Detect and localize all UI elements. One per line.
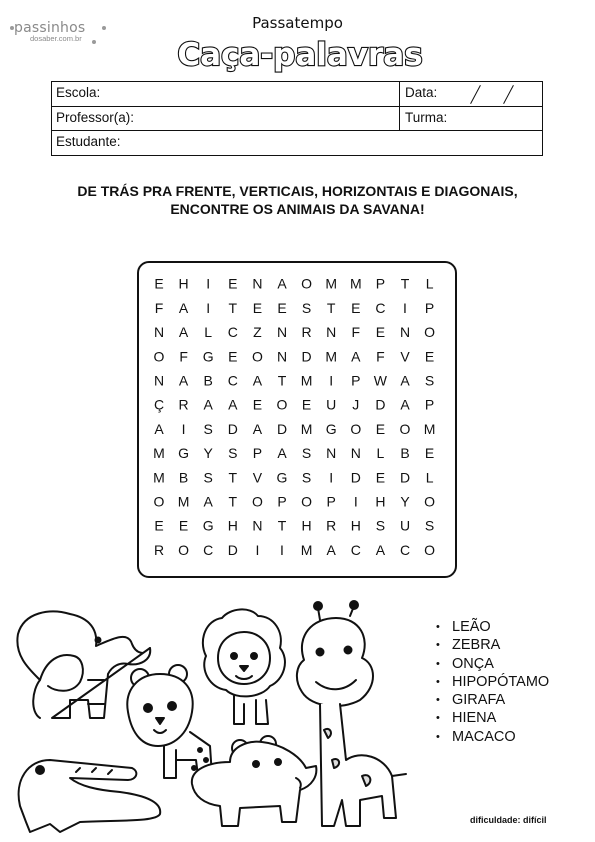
grid-letter[interactable]: L	[376, 445, 385, 462]
grid-letter[interactable]: M	[325, 275, 338, 292]
grid-letter[interactable]: C	[203, 541, 214, 558]
grid-letter[interactable]: C	[227, 372, 238, 389]
grid-letter[interactable]: M	[177, 493, 190, 510]
grid-letter[interactable]: A	[351, 348, 361, 365]
grid-letter[interactable]: A	[375, 541, 386, 558]
grid-letter[interactable]: N	[326, 324, 337, 341]
grid-letter[interactable]: D	[227, 541, 238, 558]
grid-letter[interactable]: A	[178, 299, 189, 316]
grid-letter[interactable]: D	[301, 348, 312, 365]
grid-letter[interactable]: P	[277, 493, 287, 510]
form-row-teacher	[52, 107, 542, 131]
grid-letter[interactable]: A	[400, 372, 410, 389]
grid-letter[interactable]: T	[228, 493, 238, 510]
grid-letter[interactable]: R	[301, 324, 312, 341]
grid-letter[interactable]: S	[228, 445, 238, 462]
grid-letter[interactable]: O	[251, 493, 263, 510]
grid-letter[interactable]: I	[206, 275, 211, 292]
logo-dot-icon	[92, 40, 96, 44]
grid-letter[interactable]: H	[375, 493, 386, 510]
grid-letter[interactable]: E	[375, 324, 386, 341]
grid-letter[interactable]: L	[425, 469, 434, 486]
date-label: Data:	[405, 85, 438, 100]
grid-letter[interactable]: G	[202, 348, 214, 365]
grid-letter[interactable]: E	[154, 275, 164, 292]
grid-letter[interactable]: W	[373, 372, 388, 389]
teacher-label: Professor(a):	[56, 110, 135, 125]
brand-domain: dosaber.com.br	[30, 34, 82, 43]
grid-letter[interactable]: E	[424, 445, 435, 462]
grid-letter[interactable]: O	[424, 324, 436, 341]
word-list-item: • MACACO	[436, 728, 549, 746]
grid-letter[interactable]: E	[178, 517, 189, 534]
grid-letter[interactable]: A	[326, 541, 336, 558]
grid-letter[interactable]: S	[424, 372, 435, 389]
grid-letter[interactable]: Ç	[153, 396, 165, 413]
word-list-item: • HIENA	[436, 709, 549, 727]
instruction-line-2: ENCONTRE OS ANIMAIS DA SAVANA!	[170, 201, 425, 217]
word-list-item: • ZEBRA	[436, 636, 549, 654]
grid-letter[interactable]: N	[350, 445, 361, 462]
grid-letter[interactable]: T	[228, 299, 238, 316]
grid-letter[interactable]: S	[301, 299, 312, 316]
school-label: Escola:	[56, 85, 101, 100]
form-divider	[399, 82, 400, 131]
grid-letter[interactable]: A	[252, 420, 263, 437]
leopard-icon	[127, 665, 212, 778]
page-title	[145, 30, 455, 76]
grid-letter[interactable]: O	[153, 493, 165, 510]
word-search-grid	[137, 261, 457, 578]
date-separator-icon	[470, 85, 481, 104]
grid-letter[interactable]: T	[326, 299, 336, 316]
grid-letter[interactable]: I	[255, 541, 260, 558]
grid-letter[interactable]: D	[276, 420, 288, 437]
grid-letter[interactable]: A	[178, 324, 189, 341]
grid-letter[interactable]: P	[326, 493, 336, 510]
grid-letter[interactable]: A	[228, 396, 238, 413]
grid-letter[interactable]: E	[228, 275, 238, 292]
form-row-student	[52, 131, 542, 156]
grid-letter[interactable]: P	[375, 275, 386, 292]
grid-letter[interactable]: C	[350, 541, 361, 558]
class-label: Turma:	[405, 110, 448, 125]
grid-letter[interactable]: G	[202, 517, 214, 534]
grid-letter[interactable]: L	[425, 275, 434, 292]
grid-letter[interactable]: P	[424, 396, 435, 413]
grid-letter[interactable]: Y	[400, 493, 410, 510]
grid-letter[interactable]: B	[400, 445, 410, 462]
grid-letter[interactable]: E	[375, 420, 386, 437]
grid-letter[interactable]: G	[178, 445, 190, 462]
grid-letter[interactable]: N	[153, 372, 165, 389]
word-list-item: • LEÃO	[436, 618, 549, 636]
grid-letter[interactable]: M	[423, 420, 436, 437]
grid-letter[interactable]: N	[399, 324, 411, 341]
grid-letter[interactable]: N	[252, 275, 263, 292]
grid-letter[interactable]: N	[153, 324, 165, 341]
grid-letter[interactable]: D	[350, 469, 361, 486]
grid-letter[interactable]: H	[350, 517, 361, 534]
word-search-letters	[139, 263, 455, 576]
grid-letter[interactable]: E	[228, 348, 238, 365]
grid-letter[interactable]: U	[399, 517, 411, 534]
grid-letter[interactable]: D	[375, 396, 386, 413]
page-title-text: Caça-palavras	[177, 37, 423, 73]
word-list-item: • ONÇA	[436, 655, 549, 673]
word-list-item: • GIRAFA	[436, 691, 549, 709]
grid-letter[interactable]: D	[227, 420, 238, 437]
grid-letter[interactable]: T	[277, 517, 287, 534]
form-row-school	[52, 82, 542, 107]
grid-letter[interactable]: R	[153, 541, 165, 558]
grid-letter[interactable]: F	[376, 348, 385, 365]
instruction-line-1: DE TRÁS PRA FRENTE, VERTICAIS, HORIZONTAIS E DIAGONAIS,	[77, 183, 518, 199]
grid-letter[interactable]: E	[277, 299, 287, 316]
grid-letter[interactable]: P	[351, 372, 361, 389]
grid-letter[interactable]: H	[301, 517, 312, 534]
grid-letter[interactable]: C	[399, 541, 411, 558]
grid-letter[interactable]: Y	[203, 445, 213, 462]
grid-letter[interactable]: I	[353, 493, 358, 510]
grid-letter[interactable]: T	[277, 372, 287, 389]
grid-letter[interactable]: F	[179, 348, 188, 365]
grid-letter[interactable]: I	[181, 420, 186, 437]
giraffe-icon	[297, 601, 406, 826]
word-list	[436, 618, 549, 746]
grid-letter[interactable]: L	[204, 324, 213, 341]
grid-letter[interactable]: A	[277, 445, 287, 462]
grid-letter[interactable]: F	[154, 299, 164, 316]
grid-letter[interactable]: M	[325, 348, 338, 365]
crocodile-icon	[19, 760, 161, 832]
grid-letter[interactable]: E	[424, 348, 435, 365]
grid-letter[interactable]: S	[301, 469, 312, 486]
word-list-item: • HIPOPÓTAMO	[436, 673, 549, 691]
grid-letter[interactable]: V	[252, 469, 263, 486]
grid-letter[interactable]: A	[203, 396, 213, 413]
grid-letter[interactable]: A	[203, 493, 213, 510]
grid-letter[interactable]: P	[252, 445, 263, 462]
grid-letter[interactable]: A	[178, 372, 189, 389]
grid-letter[interactable]: E	[375, 469, 386, 486]
grid-letter[interactable]: S	[375, 517, 386, 534]
grid-letter[interactable]: S	[424, 517, 435, 534]
student-label: Estudante:	[56, 134, 121, 149]
grid-letter[interactable]: O	[350, 420, 362, 437]
grid-letter[interactable]: N	[252, 517, 263, 534]
grid-letter[interactable]: E	[252, 396, 263, 413]
grid-letter[interactable]: M	[349, 275, 362, 292]
grid-letter[interactable]: M	[153, 469, 165, 486]
grid-letter[interactable]: U	[326, 396, 337, 413]
grid-letter[interactable]: M	[153, 445, 165, 462]
grid-letter[interactable]: M	[300, 420, 313, 437]
grid-letter[interactable]: N	[276, 324, 288, 341]
grid-letter[interactable]: M	[300, 541, 313, 558]
grid-letter[interactable]: I	[206, 299, 211, 316]
grid-letter[interactable]: G	[276, 469, 288, 486]
grid-letter[interactable]: G	[325, 420, 337, 437]
grid-letter[interactable]: D	[399, 469, 411, 486]
grid-letter[interactable]: N	[326, 445, 337, 462]
grid-letter[interactable]: R	[326, 517, 337, 534]
difficulty-label: dificuldade: difícil	[470, 815, 547, 825]
lion-icon	[203, 609, 285, 724]
student-info-form	[51, 81, 543, 156]
instruction	[0, 182, 595, 218]
grid-letter[interactable]: E	[154, 517, 164, 534]
grid-letter[interactable]: I	[403, 299, 407, 316]
grid-letter[interactable]: B	[203, 372, 213, 389]
grid-letter[interactable]: O	[301, 275, 313, 292]
grid-letter[interactable]: E	[301, 396, 312, 413]
grid-letter[interactable]: O	[424, 493, 436, 510]
grid-letter[interactable]: R	[178, 396, 189, 413]
savanna-animals-illustration	[0, 600, 420, 840]
grid-letter[interactable]: H	[227, 517, 238, 534]
grid-letter[interactable]: I	[280, 541, 284, 558]
grid-letter[interactable]: I	[329, 372, 334, 389]
grid-letter[interactable]: A	[400, 396, 410, 413]
grid-letter[interactable]: S	[203, 469, 213, 486]
grid-letter[interactable]: J	[352, 396, 360, 413]
grid-letter[interactable]: Z	[253, 324, 262, 341]
date-separator-icon	[503, 85, 514, 104]
grid-letter[interactable]: T	[228, 469, 238, 486]
grid-letter[interactable]: O	[276, 396, 288, 413]
grid-letter[interactable]: A	[252, 372, 263, 389]
page-kicker: Passatempo	[252, 14, 343, 32]
grid-letter[interactable]: C	[227, 324, 238, 341]
grid-letter[interactable]: P	[424, 299, 435, 316]
grid-letter[interactable]: E	[252, 299, 263, 316]
grid-letter[interactable]: A	[277, 275, 287, 292]
brand-name: passinhos	[14, 20, 86, 36]
grid-letter[interactable]: H	[178, 275, 189, 292]
grid-letter[interactable]: S	[301, 445, 312, 462]
grid-letter[interactable]: I	[329, 469, 334, 486]
grid-letter[interactable]: O	[424, 541, 436, 558]
grid-letter[interactable]: V	[400, 348, 410, 365]
grid-letter[interactable]: E	[351, 299, 361, 316]
grid-letter[interactable]: O	[301, 493, 313, 510]
grid-letter[interactable]: A	[154, 420, 164, 437]
grid-letter[interactable]: M	[300, 372, 313, 389]
grid-letter[interactable]: N	[276, 348, 288, 365]
grid-letter[interactable]: B	[178, 469, 189, 486]
grid-letter[interactable]: F	[351, 324, 361, 341]
grid-letter[interactable]: O	[153, 348, 165, 365]
grid-letter[interactable]: T	[400, 275, 410, 292]
grid-letter[interactable]: O	[178, 541, 190, 558]
grid-letter[interactable]: C	[375, 299, 386, 316]
grid-letter[interactable]: O	[251, 348, 263, 365]
grid-letter[interactable]: O	[399, 420, 411, 437]
grid-letter[interactable]: S	[203, 420, 213, 437]
